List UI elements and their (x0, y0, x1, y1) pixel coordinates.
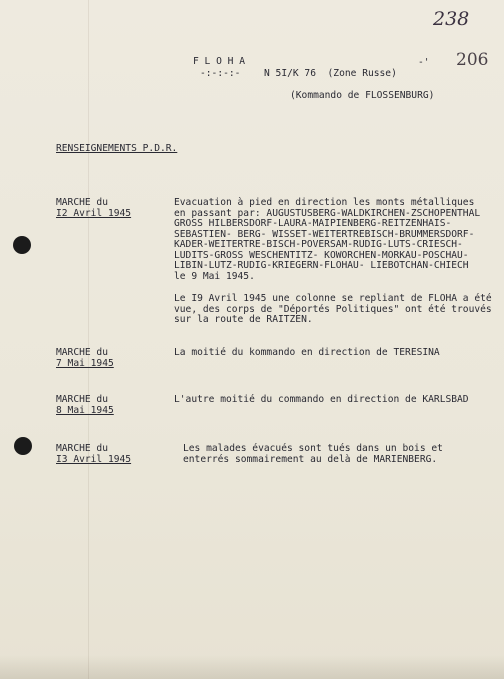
text-line: LUDITS-GROSS WESCHENTITZ- KOWORCHEN-MORKAU-POSCHAU- (174, 249, 469, 261)
text-line: Les malades évacués sont tués dans un bois et (183, 443, 443, 454)
entry-label-line: MARCHE du (56, 394, 108, 405)
text-line: enterrés sommairement au delà de MARIENBERG. (183, 453, 438, 465)
entry-paragraph (183, 444, 443, 465)
title-underline: -:-:-:- (200, 68, 241, 79)
text-line: L'autre moitié du commando en direction de KARLSBAD (174, 394, 469, 405)
page-number: 206 (456, 50, 489, 70)
text-line: LIBIN-LUTZ-RUDIG-KRIEGERN-FLOHAU- LIEBOTCHAN-CHIECH (174, 260, 469, 271)
text-line: vue, des corps de "Déportés Politiques" ont été trouvés (174, 303, 492, 315)
text-line: La moitié du kommando en direction de TERESINA (174, 347, 440, 358)
entry-paragraph (174, 395, 469, 406)
folio-number-handwritten: 238 (433, 8, 470, 30)
document-subtitle: (Kommando de FLOSSENBURG) (290, 90, 435, 101)
text-line: Evacuation à pied en direction les monts métalliques (174, 197, 475, 208)
document-title: F L O H A (193, 56, 245, 67)
text-line: Le I9 Avril 1945 une colonne se repliant de FLOHA a été (174, 293, 492, 304)
header-dash: -' (418, 57, 430, 68)
entry-label-line: MARCHE du (56, 347, 108, 358)
page-fold-line (88, 0, 89, 679)
punch-hole (14, 437, 32, 455)
entry-date: 8 Mai 1945 (56, 405, 114, 416)
entry-label-line: MARCHE du (56, 197, 108, 208)
document-reference: N 5I/K 76 (Zone Russe) (264, 68, 397, 79)
text-line: KADER-WEITERTRE-BISCH-POVERSAM-RUDIG-LUTS-CRIESCH- (174, 239, 463, 250)
text-line: sur la route de RAITZEN. (174, 314, 313, 325)
entry-date: I2 Avril 1945 (56, 208, 132, 219)
text-line: en passant par: AUGUSTUSBERG-WALDKIRCHEN-ZSCHOPENTHAL (174, 207, 481, 219)
section-title: RENSEIGNEMENTS P.D.R. (56, 143, 178, 154)
text-line: GROSS HILBERSDORF-LAURA-MAIPIENBERG-REITZENHAIS- (174, 218, 452, 229)
punch-hole (13, 236, 31, 254)
entry-paragraph (174, 198, 480, 282)
text-line: SEBASTIEN- BERG- WISSET-WEITERTREBISCH-BRUMMERSDORF- (174, 228, 475, 240)
entry-paragraph (174, 348, 440, 359)
entry-label-line: MARCHE du (56, 443, 108, 454)
entry-date: 7 Mai 1945 (56, 358, 114, 369)
text-line: le 9 Mai 1945. (174, 270, 255, 282)
page-bottom-shadow (0, 655, 504, 679)
entry-paragraph (174, 294, 492, 326)
entry-date: I3 Avril 1945 (56, 454, 132, 465)
